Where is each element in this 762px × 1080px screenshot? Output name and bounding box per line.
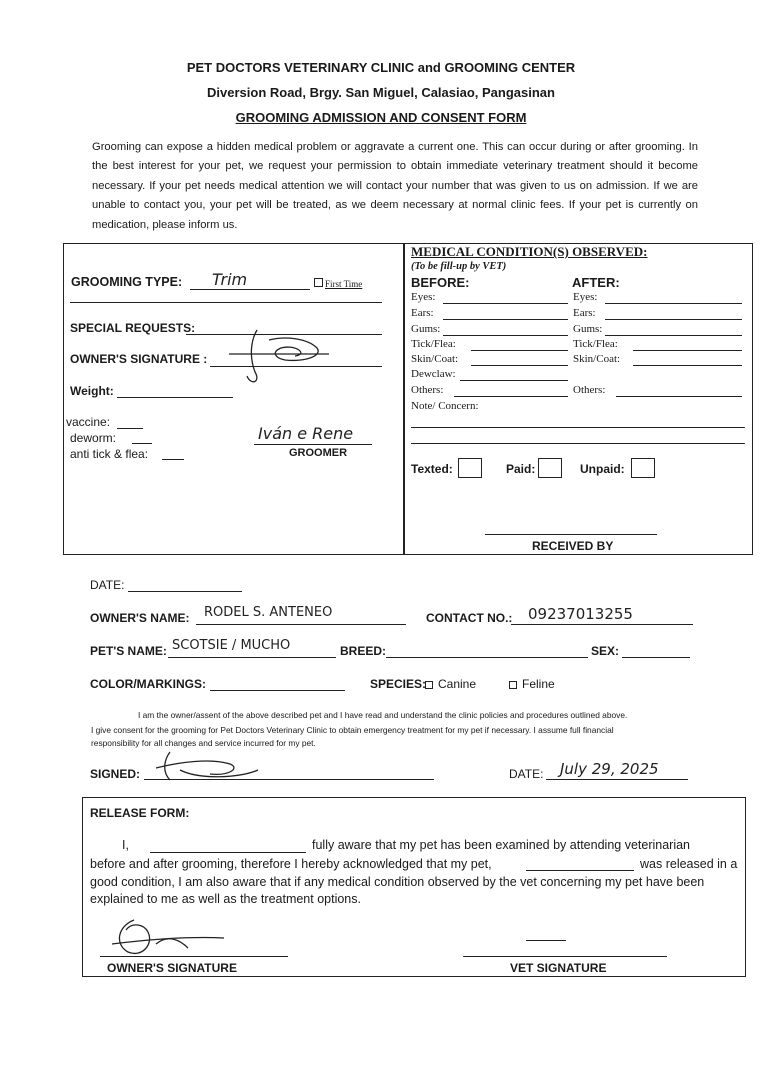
vet-signature-mark xyxy=(526,940,566,941)
before-field-label: Tick/Flea: xyxy=(411,338,456,350)
color-label: COLOR/MARKINGS: xyxy=(90,677,206,691)
release-text-2a: before and after grooming, therefore I hereby acknowledged that my pet, xyxy=(90,857,492,871)
medical-title: MEDICAL CONDITION(S) OBSERVED: xyxy=(411,244,648,259)
intro-paragraph: Grooming can expose a hidden medical problem or aggravate a current one. This can occur during or after grooming. In the best interest for your pet, we request your permission to obtain immediate veterinary treatment should it become necessary. If your pet needs medical attention we will contact your number that was given to us on admission. If we are unable to contact you, your pet will be treated, as we deem necessary at normal clinic fees. If your pet is currently on medication, please inform us. xyxy=(92,141,698,231)
paid-label: Paid: xyxy=(506,462,536,476)
owner-name-line xyxy=(196,624,406,625)
after-field-line[interactable] xyxy=(616,396,742,397)
before-field-line[interactable] xyxy=(443,319,568,320)
before-field-line[interactable] xyxy=(443,303,568,304)
date-label: DATE: xyxy=(90,578,125,592)
groomer-label: GROOMER xyxy=(289,447,348,459)
release-text-1: fully aware that my pet has been examined by attending veterinarian xyxy=(312,838,691,852)
after-field-line[interactable] xyxy=(605,303,742,304)
grooming-type-label: GROOMING TYPE: xyxy=(71,275,183,289)
release-i-label: I, xyxy=(122,838,129,852)
after-field-line[interactable] xyxy=(605,319,742,320)
note-label: Note/ Concern: xyxy=(411,400,479,412)
divider-line xyxy=(70,302,382,303)
color-field[interactable] xyxy=(210,690,345,691)
canine-label: Canine xyxy=(438,677,477,691)
table-divider xyxy=(403,243,405,555)
vet-signature-label: VET SIGNATURE xyxy=(510,961,607,975)
before-field-label: Eyes: xyxy=(411,291,436,303)
received-by-label: RECEIVED BY xyxy=(532,539,614,553)
contact-label: CONTACT NO.: xyxy=(426,611,513,625)
medical-subtitle: (To be fill-up by VET) xyxy=(411,261,507,272)
weight-label: Weight: xyxy=(70,384,114,398)
after-field-label: Eyes: xyxy=(573,291,598,303)
before-field-label: Gums: xyxy=(411,323,441,335)
grooming-type-line xyxy=(190,289,310,290)
before-field-label: Ears: xyxy=(411,307,434,319)
vaccine-line[interactable] xyxy=(117,428,143,429)
anti-tick-line[interactable] xyxy=(162,459,184,460)
release-owner-signature-label: OWNER'S SIGNATURE xyxy=(107,961,237,975)
release-text-3: good condition, I am also aware that if any medical condition observed by the vet concerning my pet have been xyxy=(90,875,705,889)
before-field-line[interactable] xyxy=(460,380,568,381)
before-field-line[interactable] xyxy=(471,350,568,351)
anti-tick-label: anti tick & flea: xyxy=(70,447,149,461)
clinic-name: PET DOCTORS VETERINARY CLINIC and GROOMING CENTER xyxy=(186,60,576,75)
pet-name-line xyxy=(168,657,336,658)
unpaid-label: Unpaid: xyxy=(580,462,625,476)
owner-name-label: OWNER'S NAME: xyxy=(90,611,190,625)
groomer-line xyxy=(254,444,372,445)
owner-signature-label: OWNER'S SIGNATURE : xyxy=(70,352,208,366)
release-owner-name-field[interactable] xyxy=(150,852,306,853)
after-field-label: Gums: xyxy=(573,323,603,335)
after-field-label: Ears: xyxy=(573,307,596,319)
species-label: SPECIES: xyxy=(370,677,427,691)
signed-label: SIGNED: xyxy=(90,767,141,781)
release-owner-signature-line[interactable] xyxy=(100,956,288,957)
signed-signature-scribble xyxy=(150,750,260,786)
after-field-line[interactable] xyxy=(633,365,742,366)
contact-line xyxy=(511,624,693,625)
grooming-table xyxy=(63,243,753,555)
after-field-line[interactable] xyxy=(605,335,742,336)
form-title: GROOMING ADMISSION AND CONSENT FORM xyxy=(235,110,527,125)
release-pet-name-field[interactable] xyxy=(526,870,634,871)
sex-field[interactable] xyxy=(622,657,690,658)
consent-line-3: responsibility for all changes and service incurred for my pet. xyxy=(91,738,316,748)
deworm-label: deworm: xyxy=(70,431,117,445)
vaccine-label: vaccine: xyxy=(66,415,111,429)
paid-checkbox[interactable] xyxy=(538,458,562,478)
pet-name-value[interactable]: SCOTSIE / MUCHO xyxy=(172,638,291,653)
texted-label: Texted: xyxy=(411,462,453,476)
after-field-label: Skin/Coat: xyxy=(573,353,621,365)
before-field-line[interactable] xyxy=(454,396,568,397)
pet-name-label: PET'S NAME: xyxy=(90,644,167,658)
date-field[interactable] xyxy=(128,591,242,592)
first-time-label: First Time xyxy=(325,279,363,289)
unpaid-checkbox[interactable] xyxy=(631,458,655,478)
release-owner-signature-scribble xyxy=(104,914,230,960)
deworm-line[interactable] xyxy=(132,443,152,444)
canine-checkbox[interactable] xyxy=(425,681,433,689)
owner-name-value[interactable]: RODEL S. ANTENEO xyxy=(204,605,333,620)
release-text-4: explained to me as well as the treatment options. xyxy=(90,892,361,906)
contact-value[interactable]: 09237013255 xyxy=(528,605,633,623)
after-label: AFTER: xyxy=(572,275,620,290)
consent-line-2: I give consent for the grooming for Pet Doctors Veterinary Clinic to obtain emergency treatment for my pet if necessary. I assume full financial xyxy=(91,725,614,735)
release-title: RELEASE FORM: xyxy=(90,806,190,820)
before-label: BEFORE: xyxy=(411,275,470,290)
release-text-2b: was released in a xyxy=(640,857,738,871)
note-line-2[interactable] xyxy=(411,443,745,444)
before-field-label: Skin/Coat: xyxy=(411,353,459,365)
after-field-label: Others: xyxy=(573,384,606,396)
groomer-name: Iván e Rene xyxy=(258,424,354,443)
received-by-line[interactable] xyxy=(485,534,657,535)
signed-date-value[interactable]: July 29, 2025 xyxy=(560,760,659,778)
before-field-line[interactable] xyxy=(471,365,568,366)
before-field-line[interactable] xyxy=(443,335,568,336)
breed-field[interactable] xyxy=(386,657,588,658)
texted-checkbox[interactable] xyxy=(458,458,482,478)
special-requests-label: SPECIAL REQUESTS: xyxy=(70,321,196,335)
clinic-address: Diversion Road, Brgy. San Miguel, Calasiao, Pangasinan xyxy=(207,85,555,100)
after-field-line[interactable] xyxy=(633,350,742,351)
breed-label: BREED: xyxy=(340,644,387,658)
grooming-type-value[interactable]: Trim xyxy=(212,270,248,289)
consent-line-1: I am the owner/assent of the above described pet and I have read and understand the clinic policies and procedures outlined above. xyxy=(138,710,628,720)
after-field-label: Tick/Flea: xyxy=(573,338,618,350)
feline-checkbox[interactable] xyxy=(509,681,517,689)
signed-date-line xyxy=(546,779,688,780)
weight-line[interactable] xyxy=(117,397,233,398)
before-field-label: Dewclaw: xyxy=(411,368,456,380)
sex-label: SEX: xyxy=(591,644,620,658)
note-line-1[interactable] xyxy=(411,427,745,428)
vet-signature-line[interactable] xyxy=(463,956,667,957)
owner-signature-scribble xyxy=(225,326,335,386)
before-field-label: Others: xyxy=(411,384,444,396)
feline-label: Feline xyxy=(522,677,555,691)
signed-date-label: DATE: xyxy=(509,767,544,781)
first-time-checkbox[interactable] xyxy=(314,278,323,287)
